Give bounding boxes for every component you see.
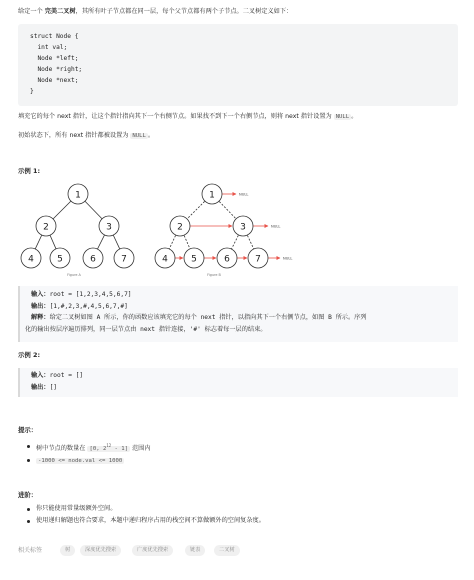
hint-value-code: -1000 <= node.val <= 1000	[38, 457, 123, 464]
desc-text: 初始状态下，所有 next 指针都被设置为	[18, 132, 129, 139]
code-line: Node *next;	[30, 77, 79, 84]
node-label: 7	[255, 254, 261, 265]
related-tags-label: 相关标签	[18, 547, 43, 554]
node-label: 2	[177, 222, 183, 233]
desc-text: 填充它的每个 next 指针，让这个指针指向其下一个右侧节点。如果找不到下一个右侧节点，则将 next 指针设置为	[18, 113, 332, 120]
code-sup: 12	[106, 443, 112, 448]
desc-line-2	[18, 131, 154, 141]
node-label: 6	[90, 254, 96, 265]
tree-figures	[14, 180, 304, 280]
io-label: 输入：	[31, 291, 50, 298]
example-1-input	[31, 289, 132, 301]
node-label: 7	[121, 254, 127, 265]
io-value: 给定二叉树如图 A 所示，你的函数应该填充它的每个 next 指针，以指向其下一个右侧节点，如图 B 所示。序列	[49, 314, 367, 321]
node-label: 5	[57, 254, 63, 265]
hints-list	[22, 440, 151, 467]
null-label: NULL	[239, 192, 249, 197]
tag-bfs[interactable]: 广度优先搜索	[132, 545, 173, 556]
io-label: 输出：	[31, 384, 50, 391]
code-line: }	[30, 88, 34, 95]
advanced-list	[22, 503, 265, 527]
code-line: struct Node {	[30, 33, 79, 40]
null-label: NULL	[271, 224, 281, 229]
code-text: [0, 2	[89, 445, 107, 452]
tag-dfs[interactable]: 深度优先搜索	[80, 545, 121, 556]
node-label: 4	[162, 254, 168, 265]
io-label: 输入：	[31, 372, 50, 379]
example-1-heading: 示例 1:	[18, 167, 41, 175]
example-2-io	[18, 368, 458, 397]
example-1-explain-cont: 化的输出按层序遍历排列，同一层节点由 next 指针连接，'#' 标志着每一层的结束。	[25, 325, 267, 333]
null-label: NULL	[283, 256, 293, 261]
tag-binary-tree[interactable]: 二叉树	[214, 545, 240, 556]
node-label: 2	[43, 222, 49, 233]
io-value: root = []	[49, 372, 84, 379]
io-value: root = [1,2,3,4,5,6,7]	[49, 291, 132, 298]
hint-range-code	[87, 443, 130, 452]
node-label: 1	[209, 190, 215, 201]
tag-tree[interactable]: 树	[60, 545, 75, 556]
list-item	[22, 455, 151, 467]
hint-text: 树中节点的数量在	[36, 444, 86, 452]
example-1-explain	[31, 312, 367, 324]
io-value: [1,#,2,3,#,4,5,6,7,#]	[49, 302, 128, 310]
example-2-output	[31, 382, 57, 394]
node-label: 5	[191, 254, 197, 265]
hint-text: 范围内	[131, 444, 151, 452]
hints-heading: 提示：	[18, 426, 38, 434]
struct-code-block	[18, 24, 458, 106]
desc-text: 。	[351, 113, 358, 120]
intro-paragraph	[18, 7, 292, 17]
io-label: 解释：	[31, 314, 50, 321]
list-item: 你只能使用常量级额外空间。	[22, 503, 265, 515]
code-line: int val;	[30, 44, 68, 51]
list-item: 使用递归解题也符合要求，本题中递归程序占用的栈空间不算做额外的空间复杂度。	[22, 515, 265, 527]
figure-b-caption: Figure B	[207, 273, 221, 277]
example-2-input	[31, 370, 83, 382]
code-line: Node *right;	[30, 66, 83, 73]
code-line: Node *left;	[30, 55, 79, 62]
intro-term: 完美二叉树	[44, 8, 76, 15]
figure-a-caption: Figure A	[67, 273, 81, 277]
node-label: 3	[240, 222, 246, 233]
desc-text: 。	[147, 132, 155, 139]
intro-text-1: 给定一个	[18, 8, 43, 15]
example-1-output	[31, 301, 128, 313]
node-label: 4	[28, 254, 34, 265]
null-code: NULL	[132, 133, 146, 139]
list-item	[22, 440, 151, 455]
advanced-heading: 进阶：	[18, 491, 38, 499]
desc-line-1	[18, 112, 357, 122]
code-text: - 1]	[111, 445, 128, 452]
node-label: 1	[75, 190, 81, 201]
null-code: NULL	[335, 114, 350, 120]
io-value: []	[49, 384, 58, 391]
node-label: 6	[224, 254, 230, 265]
node-label: 3	[106, 222, 112, 233]
example-1-io	[18, 286, 458, 342]
example-2-heading: 示例 2:	[18, 351, 41, 359]
intro-text-2: ，其所有叶子节点都在同一层，每个父节点都有两个子节点。二叉树定义如下：	[75, 8, 293, 15]
io-label: 输出：	[31, 302, 50, 310]
tag-linked-list[interactable]: 链表	[185, 545, 205, 556]
